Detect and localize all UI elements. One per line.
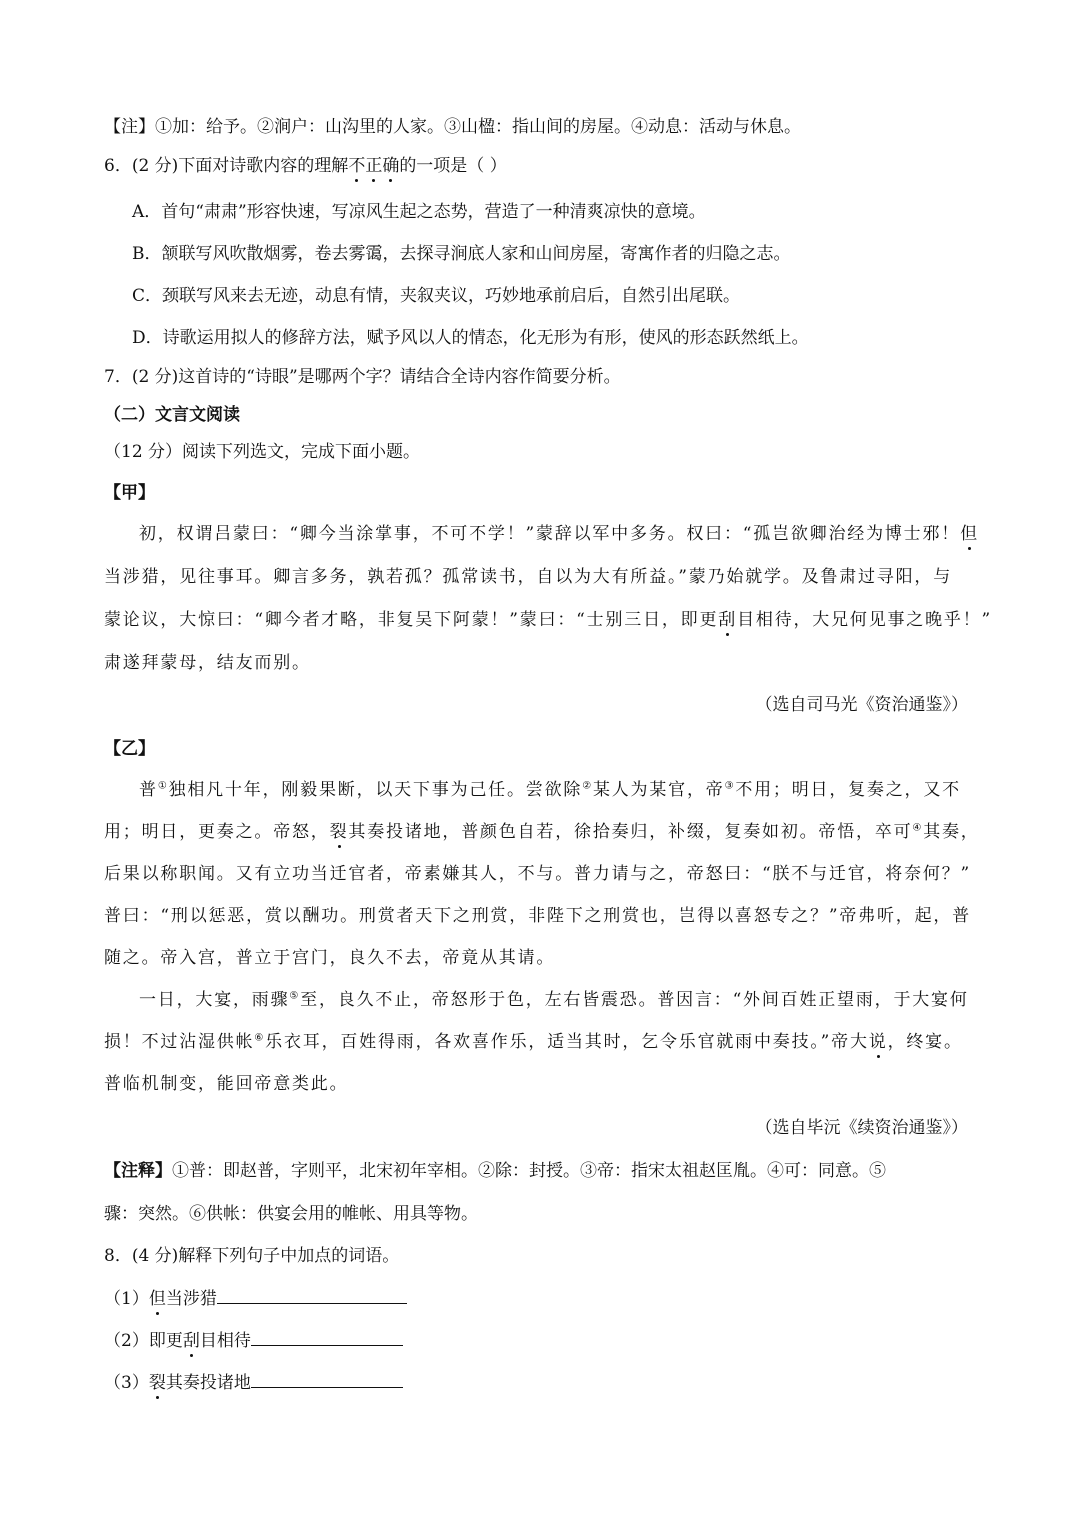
footnote-marker: ⑥: [254, 1032, 266, 1044]
passage-yi-line: [139, 989, 969, 1011]
question-8-item: [104, 1327, 403, 1352]
option-c: C．颈联写风来去无迹，动息有情，夹叙夹议，巧妙地承前启后，自然引出尾联。: [132, 286, 741, 306]
answer-blank[interactable]: [217, 1285, 407, 1304]
passage-yi-line: 后果以称职闻。又有立功当迁官者，帝素嫌其人，不与。普力请与之，帝怒曰：“朕不与迁官，将奈何？”: [104, 864, 971, 884]
passage-yi-source: （选自毕沅《续资治通鉴》）: [755, 1118, 968, 1138]
question-7: 7．(2 分)这首诗的“诗眼”是哪两个字？请结合全诗内容作简要分析。: [104, 367, 621, 387]
emphasis-char: 裂: [329, 822, 349, 842]
passage-yi-line: [139, 779, 961, 801]
passage-jia-line: [139, 523, 979, 545]
option-d: D．诗歌运用拟人的修辞方法，赋予风以人的情态，化无形为有形，使风的形态跃然纸上。: [132, 328, 809, 348]
emphasis-char: 裂: [148, 1373, 166, 1393]
annotation-line: [104, 1160, 886, 1182]
passage-text: 其奏投诸地，普颜色自若，徐拾奏归，补缀，复奏如初。帝悟，卒可: [348, 822, 913, 842]
section-instruction: （12 分）阅读下列选文，完成下面小题。: [104, 442, 421, 462]
passage-text: 其奏，: [923, 822, 980, 842]
q6-text: 6．(2 分)下面对诗歌内容的理解: [104, 156, 349, 176]
answer-blank[interactable]: [251, 1369, 403, 1388]
poem-note: 【注】①加：给予。②涧户：山沟里的人家。③山楹：指山间的房屋。④动息：活动与休息。: [104, 117, 801, 137]
footnote-marker: ②: [582, 780, 593, 792]
passage-yi-line: 普曰：“刑以惩恶，赏以酬功。刑赏者天下之刑赏，非陛下之刑赏也，岂得以喜怒专之？”帝弗听，起，普: [104, 906, 971, 926]
passage-yi-line: [104, 1031, 963, 1053]
annotation-line: 骤：突然。⑥供帐：供宴会用的帷帐、用具等物。: [104, 1204, 478, 1224]
passage-text: 不用；明日，复奏之，又不: [735, 780, 961, 800]
q6-bracket: 的一项是（ ）: [399, 156, 507, 176]
passage-text: 损！不过沾湿供帐: [104, 1032, 255, 1052]
option-a: A．首句“肃肃”形容快速，写凉风生起之态势，营造了一种清爽凉快的意境。: [132, 202, 706, 222]
annotation-label: 【注释】: [104, 1161, 172, 1181]
item-number: （3）: [104, 1373, 149, 1393]
footnote-marker: ④: [912, 822, 924, 834]
passage-text: 独相凡十年，刚毅果断，以天下事为己任。尝欲除: [168, 780, 583, 800]
passage-jia-label: 【甲】: [104, 483, 155, 503]
passage-text: 普: [139, 780, 158, 800]
passage-yi-line: 随之。帝入宫，普立于宫门，良久不去，帝竟从其请。: [104, 948, 556, 968]
annotation-text: ①普：即赵普，字则平，北宋初年宰相。②除：封授。③帝：指宋太祖赵匡胤。④可：同意。⑤: [172, 1161, 886, 1181]
emphasis-char: 刮: [718, 610, 738, 630]
section-title: （二）文言文阅读: [104, 405, 240, 425]
passage-yi-line: [104, 821, 980, 843]
item-text: 目相待: [199, 1331, 251, 1351]
passage-text: ，终宴。: [887, 1032, 963, 1052]
passage-text: 某人为某官，帝: [592, 780, 725, 800]
passage-text: 至，良久不止，帝怒形于色，左右皆震恐。普因言：“外间百姓正望雨，于大宴何: [300, 990, 969, 1010]
item-text: 即更: [148, 1331, 183, 1351]
option-b: B．颔联写风吹散烟雾，卷去雾霭，去探寻涧底人家和山间房屋，寄寓作者的归隐之志。: [132, 244, 791, 264]
question-8: 8．(4 分)解释下列句子中加点的词语。: [104, 1246, 400, 1266]
item-text: 其奏投诸地: [165, 1373, 251, 1393]
item-text: 当涉猎: [165, 1289, 217, 1309]
footnote-marker: ①: [157, 780, 169, 792]
passage-yi-line: 普临机制变，能回帝意类此。: [104, 1074, 349, 1094]
passage-text: 目相待，大兄何见事之晚乎！”: [737, 610, 992, 630]
item-number: （2）: [104, 1331, 149, 1351]
emphasis-char: 说: [868, 1032, 888, 1052]
question-8-item: [104, 1369, 403, 1394]
passage-text: 用；明日，更奏之。帝怒，: [104, 822, 330, 842]
passage-text: 一日，大宴，雨骤: [139, 990, 290, 1010]
item-number: （1）: [104, 1289, 149, 1309]
question-8-item: [104, 1285, 407, 1310]
passage-jia-line: [104, 609, 992, 631]
emphasis-char: 不: [348, 156, 366, 176]
passage-text: 初，权谓吕蒙曰：“卿今当涂掌事，不可不学！”蒙辞以军中多务。权曰：“孤岂欲卿治经为博士邪！: [139, 524, 961, 544]
footnote-marker: ⑤: [289, 990, 301, 1002]
passage-jia-line: 当涉猎，见往事耳。卿言多务，孰若孤？孤常读书，自以为大有所益。”蒙乃始就学。及鲁肃过寻阳，与: [104, 567, 952, 587]
emphasis-char: 刮: [182, 1331, 200, 1351]
passage-jia-line: 肃遂拜蒙母，结友而别。: [104, 653, 311, 673]
passage-text: 蒙论议，大惊曰：“卿今者才略，非复吴下阿蒙！”蒙曰：“士别三日，即更: [104, 610, 719, 630]
footnote-marker: ③: [724, 780, 736, 792]
emphasis-char: 但: [148, 1289, 166, 1309]
emphasis-char: 正: [365, 156, 383, 176]
emphasis-char: 但: [960, 524, 979, 544]
passage-jia-source: （选自司马光《资治通鉴》）: [755, 695, 968, 715]
passage-yi-label: 【乙】: [104, 739, 155, 759]
emphasis-char: 确: [382, 156, 400, 176]
question-6: [104, 155, 507, 177]
answer-blank[interactable]: [251, 1327, 403, 1346]
passage-text: 乐衣耳，百姓得雨，各欢喜作乐，适当其时，乞令乐官就雨中奏技。”帝大: [265, 1032, 869, 1052]
